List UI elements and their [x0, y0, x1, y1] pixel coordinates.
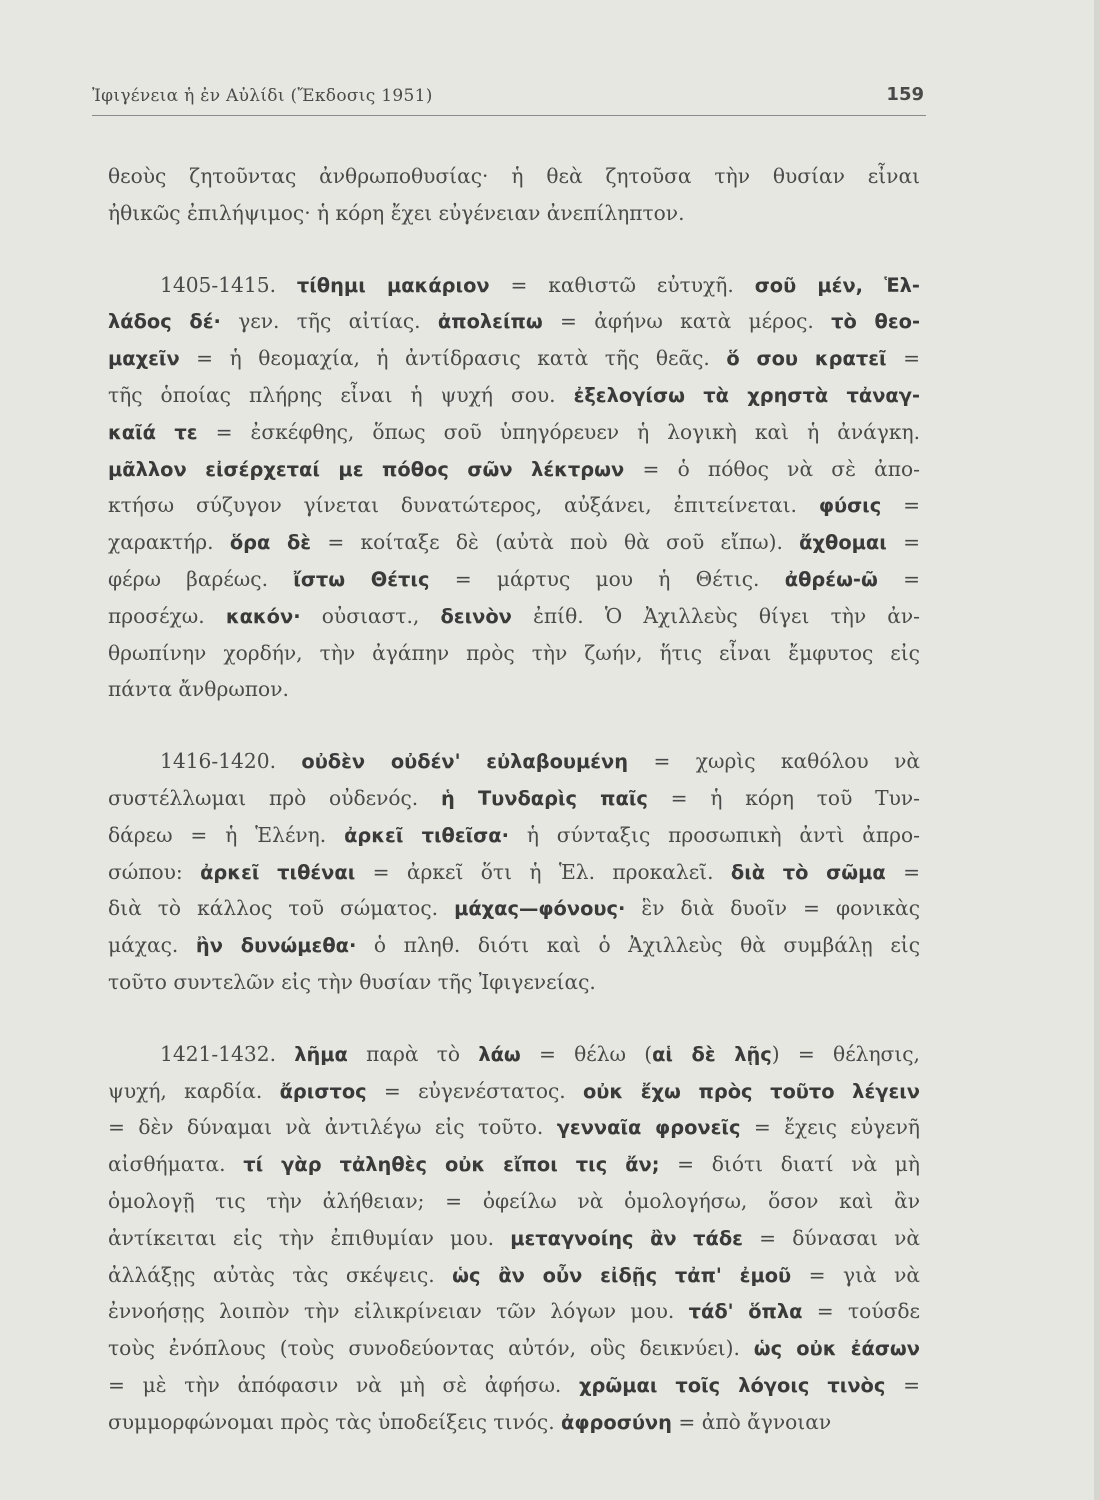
gloss-text: γεν. τῆς αἰτίας.	[220, 309, 438, 334]
text-line	[108, 817, 920, 854]
gloss-text: =	[886, 530, 920, 555]
text-line	[108, 487, 920, 524]
gloss-text: = κοίταξε δὲ (αὐτὰ ποὺ θὰ σοῦ εἴπω).	[311, 530, 800, 555]
gloss-text: αἰσθήματα.	[108, 1152, 244, 1177]
gloss-text: = δύνασαι νὰ	[742, 1225, 920, 1250]
paragraph-gap	[108, 1001, 920, 1036]
text-line	[108, 1330, 920, 1367]
gloss-text: = μάρτυς μου ἡ Θέτις.	[429, 566, 785, 591]
commentary-text	[108, 158, 920, 1441]
text-line	[108, 671, 920, 708]
lemma-term: ἢν δυνώμεθα·	[195, 934, 357, 958]
lemma-term: μεταγνοίης ἂν τάδε	[510, 1226, 743, 1250]
gloss-text: πάντα ἄνθρωπον.	[108, 677, 289, 702]
lemma-term: λῆμα	[294, 1042, 348, 1066]
lemma-term: ἀφροσύνη	[561, 1410, 672, 1434]
gloss-text: ἐπίθ. Ὁ Ἀχιλλεὺς θίγει τὴν ἀν-	[511, 603, 920, 628]
text-line	[108, 964, 920, 1001]
gloss-text: τοῦτο συντελῶν εἰς τὴν θυσίαν τῆς Ἰφιγενείας.	[108, 969, 596, 994]
gloss-text: διὰ τὸ κάλλος τοῦ σώματος.	[108, 896, 455, 921]
lemma-term: ἴστω Θέτις	[293, 567, 430, 591]
gloss-text: συστέλλωμαι πρὸ οὐδενός.	[108, 785, 442, 810]
lemma-term: λάδος δέ·	[108, 310, 221, 334]
lemma-term: μάχας—φόνους·	[454, 897, 626, 921]
lemma-term: σοῦ μέν, Ἑλ-	[754, 273, 920, 297]
gloss-text: θεοὺς ζητοῦντας ἀνθρωποθυσίας· ἡ θεὰ ζητοῦσα τὴν θυσίαν εἶναι	[108, 164, 920, 188]
gloss-text: ψυχή, καρδία.	[108, 1078, 280, 1103]
lemma-term: ἀθρέω-ῶ	[784, 567, 878, 591]
lemma-term: ὡς οὐκ ἐάσων	[753, 1337, 920, 1361]
text-line	[108, 195, 920, 232]
lemma-term: ἀρκεῖ τιθεῖσα·	[344, 823, 509, 847]
gloss-text: = ὁ πόθος νὰ σὲ ἀπο-	[624, 456, 920, 481]
paragraph	[108, 1036, 920, 1441]
lemma-term: οὐκ ἔχω πρὸς τοῦτο λέγειν	[582, 1079, 921, 1103]
gloss-text: συμμορφώνομαι πρὸς τὰς ὑποδείξεις τινός.	[108, 1409, 562, 1434]
lemma-term: μαχεῖν	[108, 347, 180, 371]
gloss-text: = ἀπὸ ἄγνοιαν	[671, 1409, 832, 1434]
lemma-term: καῖά τε	[108, 420, 198, 444]
gloss-text: = ἐσκέφθης, ὅπως σοῦ ὑπηγόρευεν ἡ λογικὴ καὶ ἡ ἀνάγκη.	[197, 419, 920, 444]
text-line	[108, 1183, 920, 1220]
gloss-text: μάχας.	[108, 933, 196, 958]
gloss-text: = θέλω (	[520, 1041, 653, 1066]
text-line	[108, 451, 920, 488]
text-line	[108, 1404, 920, 1441]
gloss-text: κτήσω σύζυγον γίνεται δυνατώτερος, αὐξάνει, ἐπιτείνεται.	[108, 493, 819, 518]
text-line	[108, 377, 920, 414]
gloss-text: = δὲν δύναμαι νὰ ἀντιλέγω εἰς τοῦτο.	[108, 1115, 557, 1140]
lemma-term: ὅ σου κρατεῖ	[726, 347, 887, 371]
lemma-term: τί γὰρ τἀληθὲς οὐκ εἴποι τις ἄν;	[243, 1153, 660, 1177]
gloss-text: = ἡ θεομαχία, ἡ ἀντίδρασις κατὰ τῆς θεᾶς.	[179, 346, 727, 371]
text-line	[108, 927, 920, 964]
gloss-text: δάρεω = ἡ Ἑλένη.	[108, 822, 345, 847]
gloss-text: =	[877, 566, 921, 591]
gloss-text: =	[881, 493, 920, 518]
paragraph-gap	[108, 708, 920, 743]
paragraph	[108, 158, 920, 232]
gloss-text: = γιὰ νὰ	[791, 1262, 920, 1287]
gloss-text: =	[885, 1372, 920, 1397]
lemma-term: τίθημι μακάριον	[296, 273, 490, 297]
running-title: Ἰφιγένεια ἡ ἐν Αὐλίδι (Ἔκδοσις 1951)	[92, 86, 433, 106]
text-line	[108, 1293, 920, 1330]
gloss-text: = καθιστῶ εὐτυχῆ.	[489, 272, 755, 297]
text-line	[108, 524, 920, 561]
text-line	[108, 414, 920, 451]
gloss-text: = ἔχεις εὐγενῆ	[740, 1115, 920, 1140]
lemma-term: ἄριστος	[279, 1079, 367, 1103]
gloss-text: προσέχω.	[108, 603, 226, 628]
gloss-text: = ἀρκεῖ ὅτι ἡ Ἑλ. προκαλεῖ.	[355, 859, 731, 884]
lemma-term: μᾶλλον εἰσέρχεταί με πόθος σῶν λέκτρων	[108, 457, 625, 481]
gloss-text: = ἀφήνω κατὰ μέρος.	[542, 309, 832, 334]
lemma-term: διὰ τὸ σῶμα	[730, 860, 886, 884]
lemma-term: ἄχθομαι	[799, 531, 887, 555]
lemma-term: ἀπολείπω	[437, 310, 543, 334]
gloss-text: σώπου:	[108, 859, 201, 884]
text-line	[108, 598, 920, 635]
text-line	[108, 561, 920, 598]
gloss-text: ὁ πληθ. διότι καὶ ὁ Ἀχιλλεὺς θὰ συμβάλῃ εἰς	[356, 933, 921, 958]
lemma-term: φύσις	[818, 494, 882, 518]
text-line	[108, 743, 920, 780]
lemma-term: τὸ θεο-	[831, 310, 921, 334]
lemma-term: αἱ δὲ λῇς	[652, 1042, 772, 1066]
gloss-text: τῆς ὁποίας πλήρης εἶναι ἡ ψυχή σου.	[108, 382, 574, 407]
gloss-text: χαρακτήρ.	[108, 530, 230, 555]
paragraph-gap	[108, 232, 920, 267]
lemma-term: ἀρκεῖ τιθέναι	[200, 860, 356, 884]
text-line	[108, 854, 920, 891]
lemma-term: κακόν·	[225, 604, 301, 628]
gloss-text: ) = θέλησις,	[771, 1041, 920, 1066]
paragraph	[108, 267, 920, 709]
lemma-term: δεινὸν	[440, 604, 512, 628]
text-line	[108, 340, 920, 377]
text-line	[108, 267, 920, 304]
text-line	[108, 890, 920, 927]
text-line	[108, 1109, 920, 1146]
gloss-text: ἀντίκειται εἰς τὴν ἐπιθυμίαν μου.	[108, 1225, 511, 1250]
text-line	[108, 1367, 920, 1404]
gloss-text: ἠθικῶς ἐπιλήψιμος· ἡ κόρη ἔχει εὐγένειαν ἀνεπίληπτον.	[108, 200, 685, 225]
lemma-term: ὅρα δὲ	[229, 531, 312, 555]
page-edge	[1094, 0, 1100, 1500]
text-line	[108, 1257, 920, 1294]
text-line	[108, 1220, 920, 1257]
gloss-text: = χωρὶς καθόλου νὰ	[628, 749, 920, 774]
gloss-text: ἀλλάξῃς αὐτὰς τὰς σκέψεις.	[108, 1262, 453, 1287]
page-number: 159	[886, 84, 924, 105]
gloss-text: = ἡ κόρη τοῦ Τυν-	[647, 785, 920, 810]
text-line	[108, 635, 920, 672]
lemma-term: τάδ' ὅπλα	[688, 1300, 803, 1324]
gloss-text: =	[885, 859, 920, 884]
gloss-text: = διότι διατί νὰ μὴ	[659, 1152, 920, 1177]
gloss-text: 1405-1415.	[160, 272, 297, 297]
gloss-text: = τούσδε	[802, 1299, 920, 1324]
lemma-term: ἐξελογίσω τὰ χρηστὰ τἀναγ-	[573, 383, 920, 407]
paragraph	[108, 743, 920, 1001]
gloss-text: ἡ σύνταξις προσωπικὴ ἀντὶ ἀπρο-	[508, 822, 921, 847]
gloss-text: θρωπίνην χορδήν, τὴν ἀγάπην πρὸς τὴν ζωήν, ἥτις εἶναι ἔμφυτος εἰς	[108, 640, 920, 665]
lemma-term: ἡ Τυνδαρὶς παῖς	[441, 786, 648, 810]
gloss-text: = μὲ τὴν ἀπόφασιν νὰ μὴ σὲ ἀφήσω.	[108, 1372, 580, 1397]
text-line	[108, 1036, 920, 1073]
gloss-text: ἐννοήσῃς λοιπὸν τὴν εἰλικρίνειαν τῶν λόγων μου.	[108, 1299, 689, 1324]
gloss-text: =	[886, 346, 920, 371]
lemma-term: ὡς ἂν οὖν εἰδῇς τἀπ' ἐμοῦ	[452, 1263, 792, 1287]
gloss-text: οὐσιαστ.,	[300, 603, 441, 628]
gloss-text: ὁμολογῇ τις τὴν ἀλήθειαν; = ὀφείλω νὰ ὁμολογήσω, ὅσον καὶ ἂν	[108, 1188, 920, 1213]
lemma-term: οὐδὲν οὐδέν' εὐλαβουμένη	[301, 750, 629, 774]
text-line	[108, 1073, 920, 1110]
gloss-text: 1421-1432.	[160, 1041, 295, 1066]
gloss-text: φέρω βαρέως.	[108, 566, 294, 591]
text-line	[108, 303, 920, 340]
gloss-text: 1416-1420.	[160, 749, 302, 774]
gloss-text: ἓν διὰ δυοῖν = φονικὰς	[625, 896, 920, 921]
lemma-term: χρῶμαι τοῖς λόγοις τινὸς	[579, 1373, 886, 1397]
text-line	[108, 158, 920, 195]
text-line	[108, 780, 920, 817]
lemma-term: γενναῖα φρονεῖς	[556, 1116, 741, 1140]
gloss-text: = εὐγενέστατος.	[366, 1078, 583, 1103]
gloss-text: παρὰ τὸ	[347, 1041, 479, 1066]
text-line	[108, 1146, 920, 1183]
gloss-text: τοὺς ἐνόπλους (τοὺς συνοδεύοντας αὐτόν, οὓς δεικνύει).	[108, 1336, 754, 1361]
header-rule	[92, 115, 926, 116]
lemma-term: λάω	[478, 1042, 521, 1066]
